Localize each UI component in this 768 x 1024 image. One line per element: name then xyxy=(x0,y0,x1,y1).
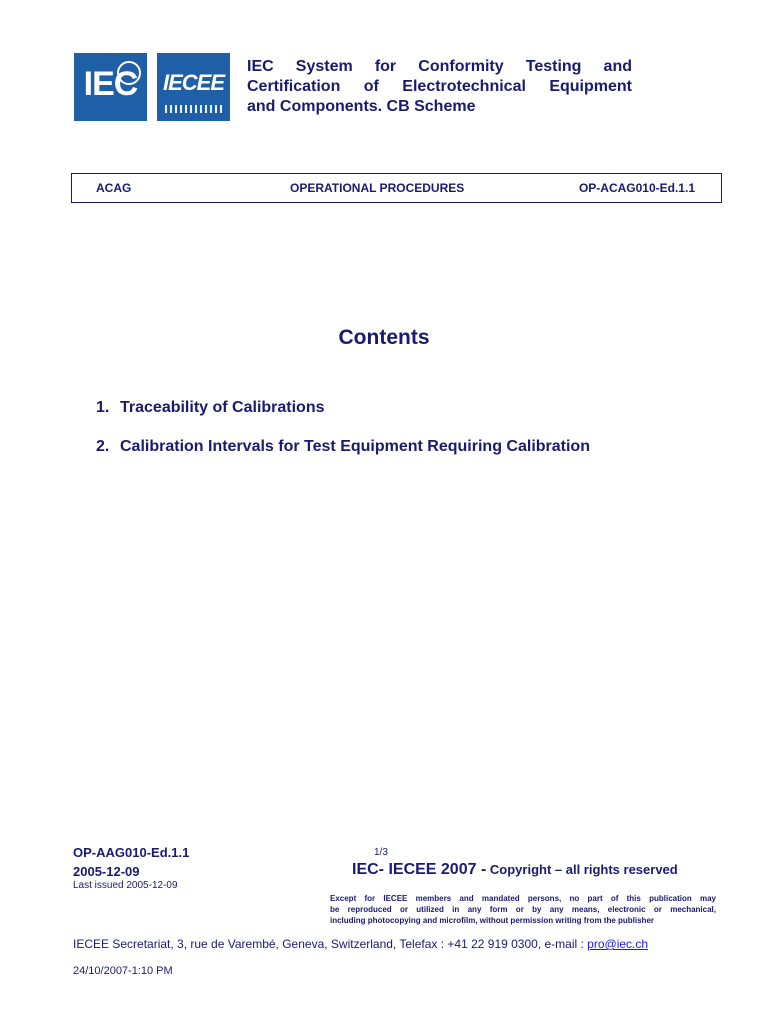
registered-mark-icon xyxy=(117,61,141,85)
footer-page-number: 1/3 xyxy=(374,847,388,858)
banner-group: ACAG xyxy=(96,181,132,195)
email-link[interactable]: pro@iec.ch xyxy=(587,937,649,951)
notice-line-2: be reproduced or utilized in any form or by any means, electronic or mechanical, xyxy=(330,905,716,914)
iec-logo xyxy=(74,53,147,121)
footer-date: 2005-12-09 xyxy=(73,864,140,879)
contents-heading: Contents xyxy=(338,326,430,349)
footer-last-issued: Last issued 2005-12-09 xyxy=(73,880,178,891)
toc-item-label: Traceability of Calibrations xyxy=(120,399,325,416)
toc-item xyxy=(96,399,325,417)
logo-stripes-icon xyxy=(165,105,222,113)
notice-line-3: including photocopying and microfilm, without permission writing from the publisher xyxy=(330,916,654,925)
header-title-line-2: Certification of Electrotechnical Equipment xyxy=(247,78,632,95)
header-title-line-3: and Components. CB Scheme xyxy=(247,98,476,115)
document-header-title xyxy=(247,57,632,117)
toc-item xyxy=(96,438,590,456)
copyright-brand: IEC- IECEE 2007 - xyxy=(352,861,487,878)
notice-line-1: Except for IECEE members and mandated persons, no part of this publication may xyxy=(330,894,716,903)
header-title-line-1: IEC System for Conformity Testing and xyxy=(247,58,632,75)
banner-section: OPERATIONAL PROCEDURES xyxy=(290,181,465,195)
toc-item-label: Calibration Intervals for Test Equipment Requiring Calibration xyxy=(120,438,590,455)
copyright-statement: Copyright – all rights reserved xyxy=(486,862,678,877)
toc-item-number: 1. xyxy=(96,399,110,416)
footer-doc-code: OP-AAG010-Ed.1.1 xyxy=(73,845,190,860)
iec-logo-text: IEC xyxy=(83,65,138,103)
footer-copyright xyxy=(352,861,678,879)
iecee-logo xyxy=(157,53,230,121)
banner-doc-id: OP-ACAG010-Ed.1.1 xyxy=(578,181,695,195)
footer-copyright-notice xyxy=(330,893,716,926)
toc-item-number: 2. xyxy=(96,438,110,455)
footer-address xyxy=(73,937,648,951)
footer-timestamp: 24/10/2007-1:10 PM xyxy=(73,965,173,977)
document-banner xyxy=(71,173,722,203)
iecee-logo-text: IECEE xyxy=(162,70,225,95)
secretariat-address: IECEE Secretariat, 3, rue de Varembé, Geneva, Switzerland, Telefax : +41 22 919 0300, e-mail : xyxy=(73,937,588,951)
